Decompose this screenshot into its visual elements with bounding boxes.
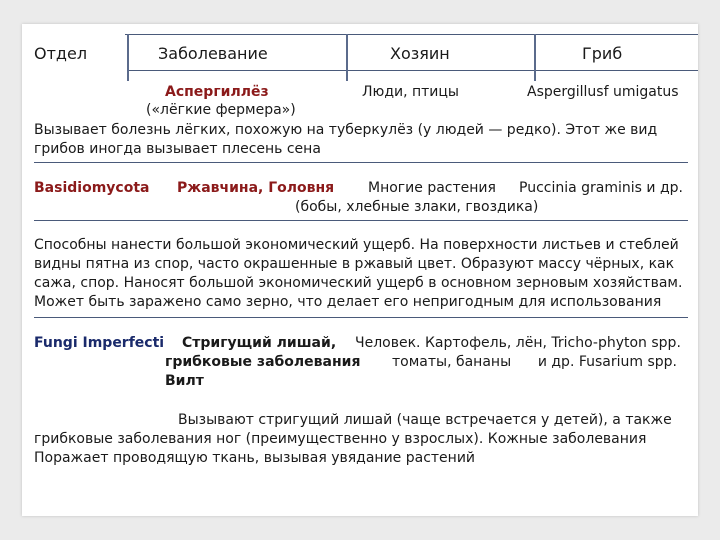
row1-disease: Аспергиллёз	[165, 84, 269, 100]
row3-disease-line1: Стригущий лишай,	[182, 335, 337, 351]
row3-desc-line3: Поражает проводящую ткань, вызывая увядание растений	[34, 450, 476, 466]
column-divider-1	[127, 34, 129, 81]
header-fungus: Гриб	[582, 44, 623, 63]
row3-disease-line3: Вилт	[165, 373, 204, 389]
row3-desc-line1: Вызывают стригущий лишай (чаще встречается у детей), а также	[178, 412, 672, 428]
row2-host: Многие растения	[368, 180, 496, 196]
row3-division: Fungi Imperfecti	[34, 335, 165, 351]
header-division: Отдел	[34, 44, 88, 63]
row2-disease: Ржавчина, Головня	[177, 180, 335, 196]
column-divider-2	[346, 34, 348, 81]
row3-host-line2: томаты, бананы и др. Fusarium spp.	[392, 354, 677, 370]
row1-desc-line1: Вызывает болезнь лёгких, похожую на туберкулёз (у людей — редко). Этот же вид	[34, 122, 658, 138]
row1-fungus: Aspergillusf umigatus	[527, 84, 679, 100]
row1-disease-note: («лёгкие фермера»)	[146, 102, 296, 118]
row3-disease-line2: грибковые заболевания	[165, 354, 361, 370]
row2-division: Basidiomycota	[34, 180, 150, 196]
row2-separator-a	[34, 220, 688, 221]
row1-separator	[34, 162, 688, 163]
row3-host-line1: Человек. Картофель, лён, Tricho-phyton spp.	[355, 335, 681, 351]
column-divider-3	[534, 34, 536, 81]
row1-host: Люди, птицы	[362, 84, 459, 100]
row1-desc-line2: грибов иногда вызывает плесень сена	[34, 141, 321, 157]
row2-desc-line4: Может быть заражено само зерно, что делает его непригодным для использования	[34, 294, 662, 310]
row2-desc-line3: сажа, спор. Наносят большой экономический ущерб в основном зерновым хозяйствам.	[34, 275, 683, 291]
row2-desc-line1: Способны нанести большой экономический ущерб. На поверхности листьев и стеблей	[34, 237, 679, 253]
row2-host-note: (бобы, хлебные злаки, гвоздика)	[295, 199, 539, 215]
slide	[22, 24, 698, 516]
header-bottom-rule	[128, 70, 698, 71]
row2-desc-line2: видны пятна из спор, часто окрашенные в ржавый цвет. Образуют массу чёрных, как	[34, 256, 675, 272]
row2-fungus: Puccinia graminis и др.	[519, 180, 683, 196]
header-top-rule	[125, 34, 698, 35]
row3-desc-line2: грибковые заболевания ног (преимущественно у взрослых). Кожные заболевания	[34, 431, 647, 447]
header-disease: Заболевание	[158, 44, 268, 63]
header-host: Хозяин	[390, 44, 450, 63]
row2-separator-b	[34, 317, 688, 318]
